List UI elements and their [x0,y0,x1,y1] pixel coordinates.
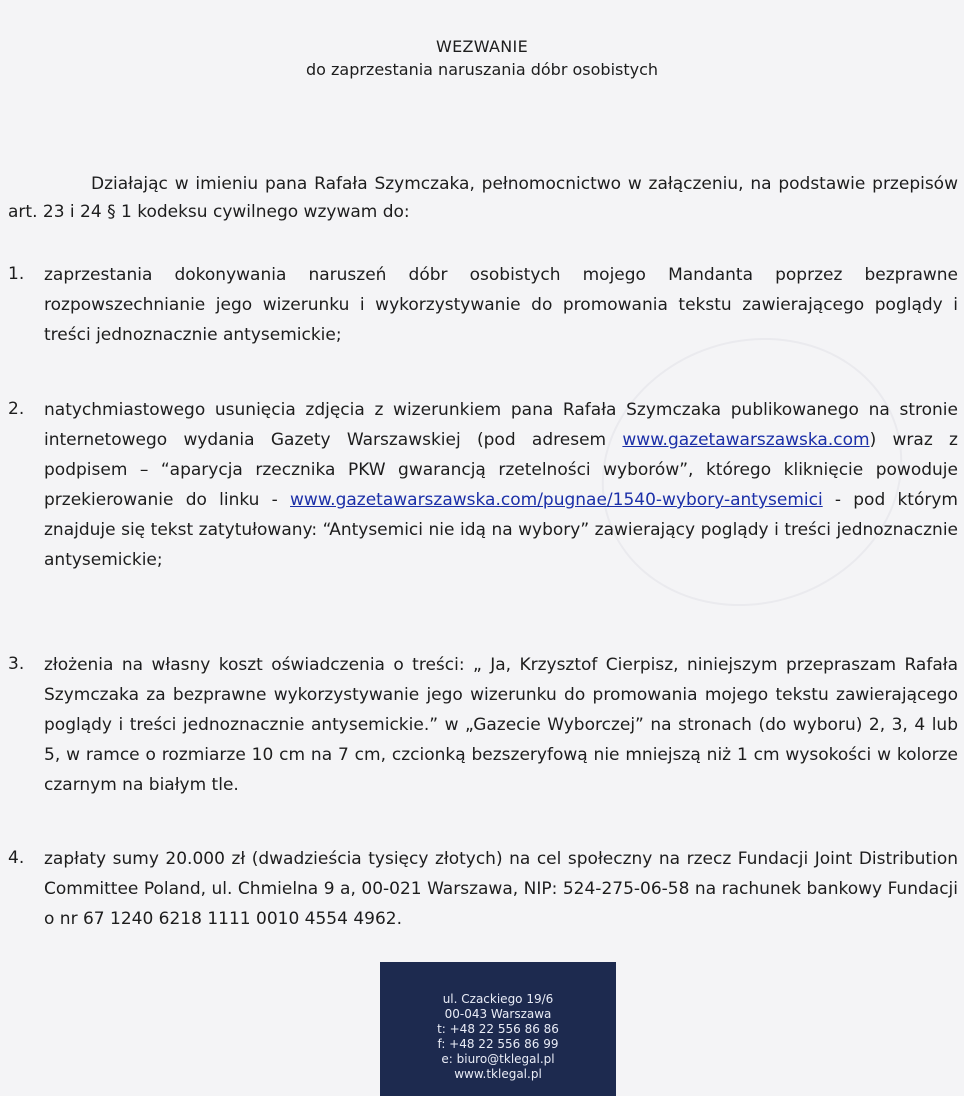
stamp-email: e: biuro@tklegal.pl [441,1052,555,1066]
article-link[interactable]: www.gazetawarszawska.com/pugnae/1540-wybory-antysemici [290,490,823,510]
item-2-text-c: - pod którym znajduje się tekst zatytułowany: “Antysemici nie idą na wybory” zawierający poglądy i treści jednoznacznie antysemickie; [44,490,958,570]
item-number: 1. [8,264,25,284]
demand-item-3: złożenia na własny koszt oświadczenia o treści: „ Ja, Krzysztof Cierpisz, niniejszym przepraszam Rafała Szymczaka za bezprawne wykorzystywanie jego wizerunku do promowania mojego tekstu zawierającego poglądy i treści jednoznacznie antysemickie.” w „Gazecie Wyborczej” na stronach (do wyboru) 2, 3, 4 lub 5, w ramce o rozmiarze 10 cm na 7 cm, czcionką bezszeryfową nie mniejszą niż 1 cm wysokości w kolorze czarnym na białym tle. [44,655,958,795]
demand-item-1: zaprzestania dokonywania naruszeń dóbr osobistych mojego Mandanta poprzez bezprawne rozpowszechnianie jego wizerunku i wykorzystywanie do promowania tekstu zawierającego poglądy i treści jednoznacznie antysemickie; [44,265,958,345]
stamp-phone: t: +48 22 556 86 86 [437,1022,559,1036]
gazeta-link[interactable]: www.gazetawarszawska.com [622,430,870,450]
document-title: WEZWANIE [436,37,528,56]
stamp-address: ul. Czackiego 19/6 [442,992,554,1006]
stamp-website: www.tklegal.pl [454,1067,542,1081]
intro-paragraph: Działając w imieniu pana Rafała Szymczaka, pełnomocnictwo w załączeniu, na podstawie przepisów art. 23 i 24 § 1 kodeksu cywilnego wzywam do: [8,174,958,222]
stamp-fax: f: +48 22 556 86 99 [437,1037,559,1051]
demand-item-4: zapłaty sumy 20.000 zł (dwadzieścia tysięcy złotych) na cel społeczny na rzecz Fundacji Joint Distribution Committee Poland, ul. Chmielna 9 a, 00-021 Warszawa, NIP: 524-275-06-58 na rachunek bankowy Fundacji o nr 67 1240 6218 1111 0010 4554 4962. [44,849,958,929]
document-subtitle: do zaprzestania naruszania dóbr osobistych [305,60,659,79]
law-office-stamp [380,962,616,1096]
demand-item-2 [44,395,958,575]
item-2-text-b: ) wraz z podpisem – “aparycja rzecznika PKW gwarancją rzetelności wyborów”, którego kliknięcie powoduje przekierowanie do linku - [44,430,958,510]
item-number: 2. [8,399,25,419]
stamp-city: 00-043 Warszawa [444,1007,552,1021]
item-2-text-a: natychmiastowego usunięcia zdjęcia z wizerunkiem pana Rafała Szymczaka publikowanego na stronie internetowego wydania Gazety Warszawskiej (pod adresem [44,400,958,450]
item-number: 3. [8,654,25,674]
item-number: 4. [8,848,25,868]
